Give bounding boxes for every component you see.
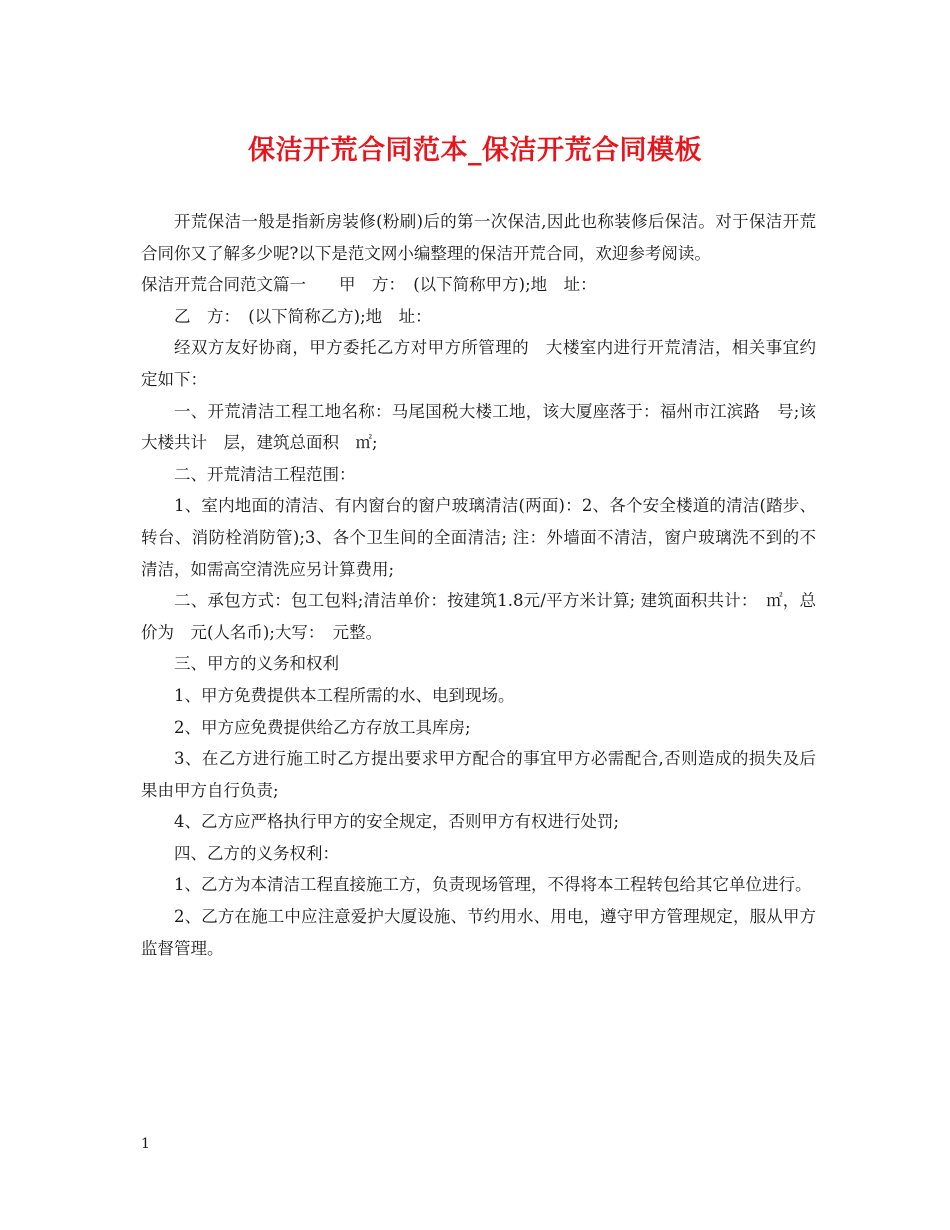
paragraph-party-b: 乙 方： (以下简称乙方);地 址： [174, 306, 432, 326]
paragraph-party-a: 保洁开荒合同范文篇一 甲 方： (以下简称甲方);地 址： [141, 275, 597, 295]
document-title: 保洁开荒合同范本_保洁开荒合同模板 [248, 135, 702, 166]
paragraph-scope-heading: 二、开荒清洁工程范围： [174, 464, 356, 484]
paragraph-party-b-duty-2: 2、乙方在施工中应注意爱护大厦设施、节约用水、用电，遵守甲方管理规定，服从甲方监督管理。 [141, 907, 816, 958]
paragraph-agreement: 经双方友好协商，甲方委托乙方对甲方所管理的 大楼室内进行开荒清洁，相关事宜约定如下： [141, 338, 816, 389]
paragraph-party-a-duty-3: 3、在乙方进行施工时乙方提出要求甲方配合的事宜甲方必需配合,否则造成的损失及后果由甲方自行负责; [141, 749, 816, 800]
page-number: 1 [141, 1136, 150, 1152]
document-body [141, 206, 816, 964]
paragraph-party-b-duty-1: 1、乙方为本清洁工程直接施工方，负责现场管理，不得将本工程转包给其它单位进行。 [174, 875, 812, 895]
paragraph-party-a-duty-4: 4、乙方应严格执行甲方的安全规定，否则甲方有权进行处罚; [174, 812, 620, 832]
paragraph-site-name: 一、开荒清洁工程工地名称：马尾国税大楼工地，该大厦座落于：福州市江滨路 号;该大楼共计 层，建筑总面积 ㎡; [141, 401, 816, 453]
paragraph-party-a-duty-2: 2、甲方应免费提供给乙方存放工具库房; [174, 717, 471, 737]
paragraph-intro: 开荒保洁一般是指新房装修(粉刷)后的第一次保洁,因此也称装修后保洁。对于保洁开荒合同你又了解多少呢?以下是范文网小编整理的保洁开荒合同，欢迎参考阅读。 [141, 212, 816, 263]
paragraph-contract-method: 二、承包方式：包工包料;清洁单价：按建筑1.8元/平方米计算; 建筑面积共计： ㎡，总价为 元(人名币);大写： 元整。 [141, 591, 816, 642]
paragraph-party-a-duty-1: 1、甲方免费提供本工程所需的水、电到现场。 [174, 685, 515, 705]
paragraph-party-b-duties-heading: 四、乙方的义务权利： [174, 843, 339, 863]
paragraph-scope-items: 1、室内地面的清洁、有内窗台的窗户玻璃清洁(两面)：2、各个安全楼道的清洁(踏步、转台、消防栓消防管);3、各个卫生间的全面清洁; 注：外墙面不清洁，窗户玻璃洗不到的不清洁，如需高空清洗应另计算费用; [141, 496, 816, 579]
paragraph-party-a-duties-heading: 三、甲方的义务和权利 [174, 654, 339, 674]
